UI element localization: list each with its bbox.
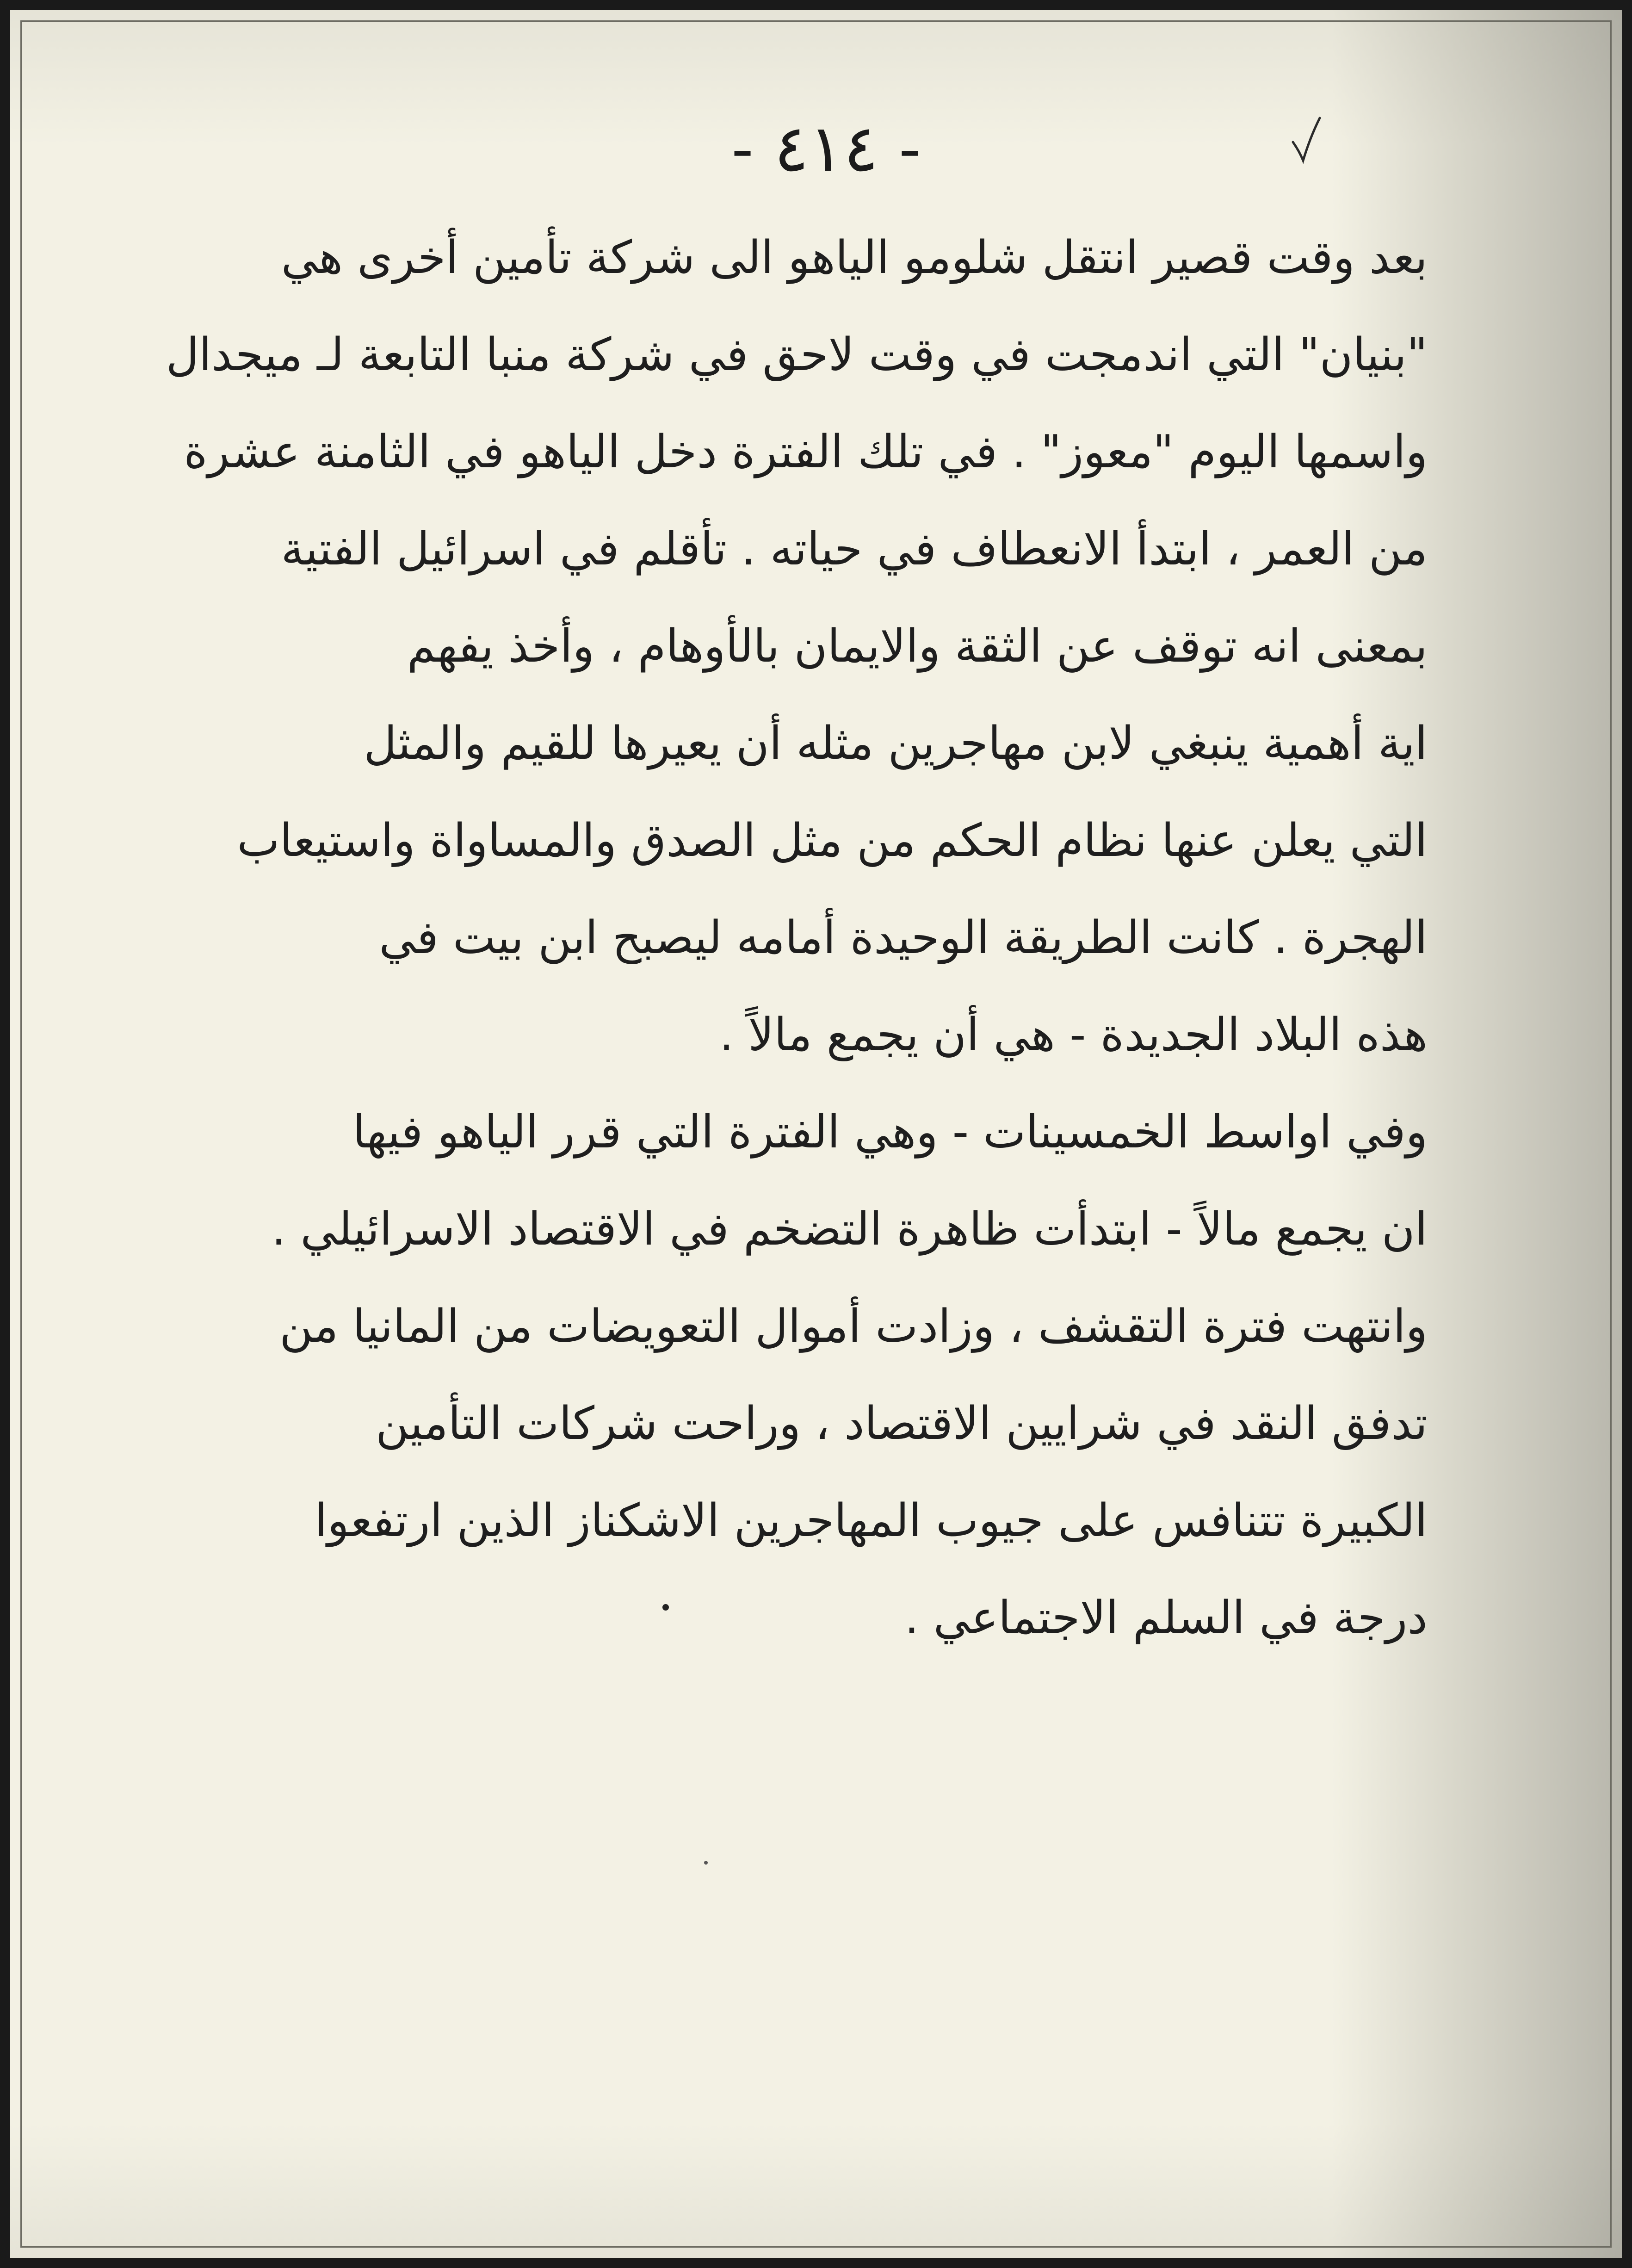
text-line: من العمر ، ابتدأ الانعطاف في حياته . تأقلم في اسرائيل الفتية — [281, 523, 1428, 576]
page-number: - ٤١٤ - — [731, 111, 921, 186]
text-line: بمعنى انه توقف عن الثقة والايمان بالأوهام ، وأخذ يفهم — [407, 620, 1428, 673]
text-line: وانتهت فترة التقشف ، وزادت أموال التعويضات من المانيا من — [279, 1300, 1428, 1353]
text-line: التي يعلن عنها نظام الحكم من مثل الصدق والمساواة واستيعاب — [237, 814, 1428, 867]
text-line: هذه البلاد الجديدة - هي أن يجمع مالاً . — [719, 1009, 1428, 1061]
text-line: تدفق النقد في شرايين الاقتصاد ، وراحت شركات التأمين — [375, 1397, 1428, 1450]
text-line: اية أهمية ينبغي لابن مهاجرين مثله أن يعيرها للقيم والمثل — [364, 717, 1428, 770]
text-line: درجة في السلم الاجتماعي . — [904, 1592, 1428, 1644]
ink-dot — [662, 1604, 669, 1611]
text-line: وفي اواسط الخمسينات - وهي الفترة التي قرر الياهو فيها — [352, 1106, 1428, 1159]
ink-speck — [704, 1861, 708, 1865]
handwritten-body — [155, 209, 1428, 1667]
text-line: واسمها اليوم "معوز" . في تلك الفترة دخل الياهو في الثامنة عشرة — [184, 426, 1428, 478]
text-line: الهجرة . كانت الطريقة الوحيدة أمامه ليصبح ابن بيت في — [379, 911, 1428, 964]
check-mark-icon — [1289, 114, 1322, 165]
text-line: الكبيرة تتنافس على جيوب المهاجرين الاشكناز الذين ارتفعوا — [315, 1494, 1428, 1547]
text-line: ان يجمع مالاً - ابتدأت ظاهرة التضخم في الاقتصاد الاسرائيلي . — [272, 1203, 1428, 1256]
text-line: "بنيان" التي اندمجت في وقت لاحق في شركة منبا التابعة لـ ميجدال — [166, 328, 1428, 381]
text-line: بعد وقت قصير انتقل شلومو الياهو الى شركة تأمين أخرى هي — [281, 231, 1428, 284]
